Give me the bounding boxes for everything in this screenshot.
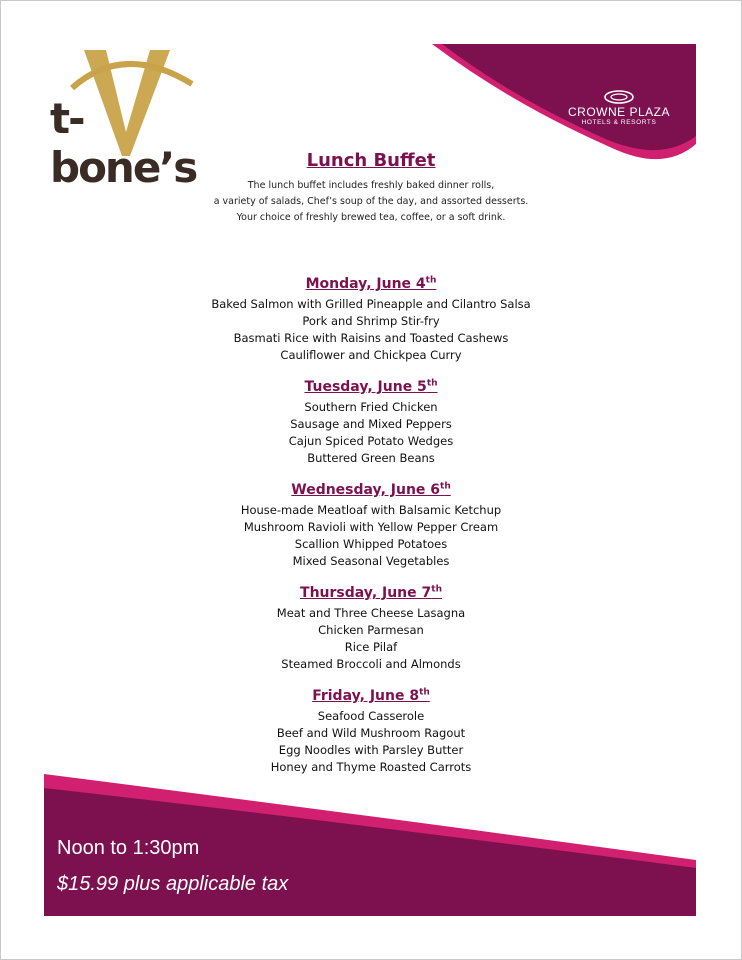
daily-menu: [0, 272, 742, 787]
page-title: Lunch Buffet: [306, 150, 436, 171]
brand-subtitle: HOTELS & RESORTS: [581, 119, 657, 126]
crowne-plaza-logo-icon: [603, 90, 635, 104]
dish-item: Rice Pilaf: [344, 640, 398, 654]
day-section-wednesday: [0, 478, 742, 570]
dish-item: Mixed Seasonal Vegetables: [292, 554, 450, 568]
dish-item: Basmati Rice with Raisins and Toasted Cashews: [233, 331, 509, 345]
dish-item: Cauliflower and Chickpea Curry: [280, 348, 462, 362]
dish-item: Egg Noodles with Parsley Butter: [278, 743, 464, 757]
dish-item: Chicken Parmesan: [318, 623, 424, 637]
buffet-price: $15.99 plus applicable tax: [57, 873, 289, 895]
day-heading: Tuesday, June 5th: [304, 378, 438, 395]
dish-item: Cajun Spiced Potato Wedges: [288, 434, 454, 448]
day-heading: Friday, June 8th: [312, 687, 430, 704]
day-section-friday: [0, 684, 742, 776]
dish-item: Scallion Whipped Potatoes: [294, 537, 448, 551]
dish-item: Meat and Three Cheese Lasagna: [276, 606, 466, 620]
dish-item: Steamed Broccoli and Almonds: [281, 657, 461, 671]
dish-item: Mushroom Ravioli with Yellow Pepper Cream: [243, 520, 499, 534]
dish-item: Buttered Green Beans: [307, 451, 435, 465]
intro-text: [0, 178, 742, 226]
dish-item: Beef and Wild Mushroom Ragout: [276, 726, 466, 740]
logo-wordmark: t-bone’s: [50, 94, 197, 192]
day-section-tuesday: [0, 375, 742, 467]
crowne-plaza-brand: [566, 90, 672, 127]
tbones-logo: [44, 46, 219, 192]
brand-name: CROWNE PLAZA: [567, 105, 670, 119]
dish-item: Honey and Thyme Roasted Carrots: [270, 760, 472, 774]
day-heading: Thursday, June 7th: [300, 584, 442, 601]
dish-item: Seafood Casserole: [317, 709, 425, 723]
day-heading: Monday, June 4th: [305, 275, 437, 292]
day-heading: Wednesday, June 6th: [291, 481, 451, 498]
dish-item: Southern Fried Chicken: [304, 400, 438, 414]
intro-line: a variety of salads, Chef’s soup of the day, and assorted desserts.: [213, 196, 529, 207]
day-section-thursday: [0, 581, 742, 673]
dish-item: House-made Meatloaf with Balsamic Ketchup: [240, 503, 502, 517]
dish-item: Baked Salmon with Grilled Pineapple and Cilantro Salsa: [211, 297, 531, 311]
intro-line: Your choice of freshly brewed tea, coffee, or a soft drink.: [236, 212, 506, 223]
service-hours: Noon to 1:30pm: [57, 837, 200, 859]
dish-item: Pork and Shrimp Stir-fry: [302, 314, 440, 328]
day-section-monday: [0, 272, 742, 364]
intro-line: The lunch buffet includes freshly baked dinner rolls,: [247, 180, 495, 191]
dish-item: Sausage and Mixed Peppers: [290, 417, 452, 431]
